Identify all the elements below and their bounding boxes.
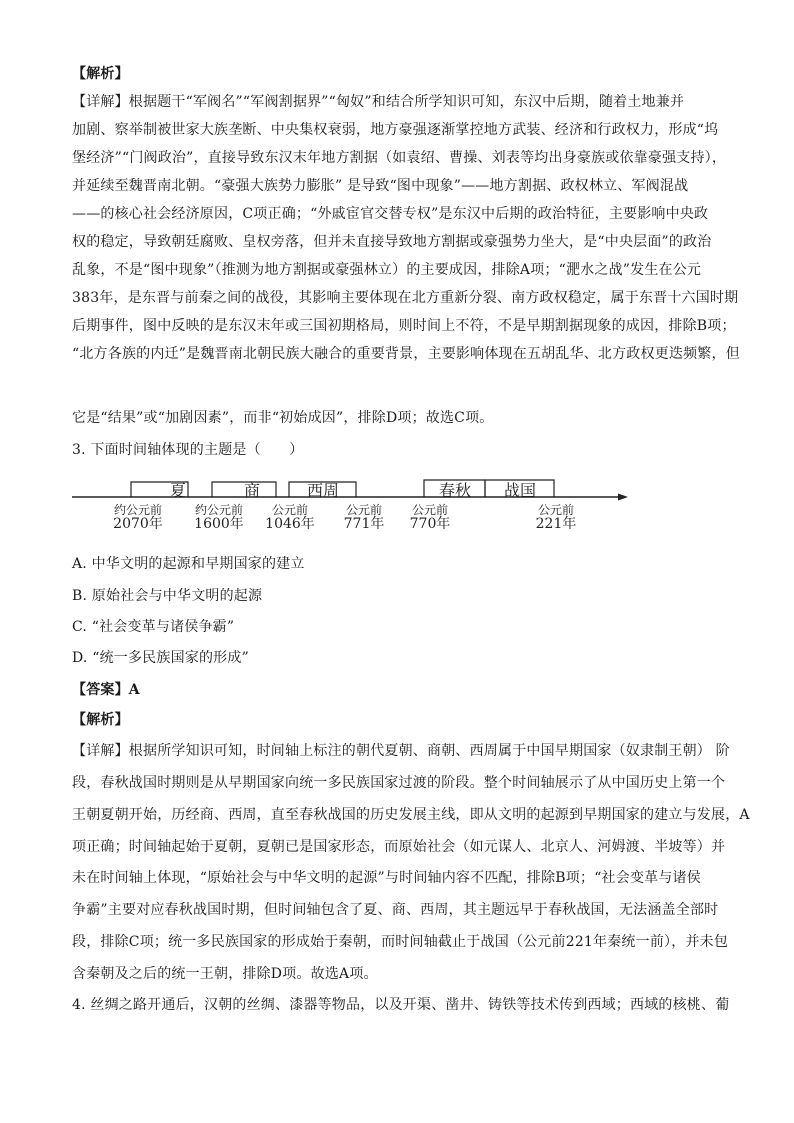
era-warring-states: 战国 <box>503 481 536 500</box>
text-line: 3. 下面时间轴体现的主题是（ ） <box>72 442 304 458</box>
text-line: B. 原始社会与中华文明的起源 <box>72 588 263 604</box>
tick-year: 221年 <box>535 516 577 532</box>
tick-year: 771年 <box>343 516 385 532</box>
text-line: 项正确；时间轴起始于夏朝，夏朝已是国家形态，而原始社会（如元谋人、北京人、河姆渡、半坡等）并 <box>72 839 726 855</box>
era-shang: 商 <box>243 481 260 500</box>
text-line: 并延续至魏晋南北朝。“豪强大族势力膨胀” 是导致“图中现象”——地方割据、政权林立、军阀混战 <box>72 178 689 194</box>
tick-prefix: 公元前 <box>271 503 308 517</box>
text-line: ——的核心社会经济原因，C项正确；“外戚宦官交替专权”是东汉中后期的政治特征，主要影响中央政 <box>72 206 709 222</box>
tick-prefix: 公元前 <box>411 503 448 517</box>
section-heading: 【解析】 <box>72 712 129 728</box>
text-line: 含秦朝及之后的统一王朝，排除D项。故选A项。 <box>72 966 378 982</box>
text-line: 段，排除C项；统一多民族国家的形成始于秦朝，而时间轴截止于战国（公元前221年秦统一前），并未包 <box>72 934 729 950</box>
text-line: D. “统一多民族国家的形成” <box>72 650 249 666</box>
timeline-tick <box>262 503 318 531</box>
text-line: 【详解】根据题干“军阀名”“军阀割据界”“匈奴”和结合所学知识可知，东汉中后期，随着土地兼并 <box>72 94 685 110</box>
text-line: “北方各族的内迁”是魏晋南北朝民族大融合的重要背景，主要影响体现在五胡乱华、北方政权更迭频繁，但 <box>72 346 740 362</box>
text-line: 堡经济”“门阀政治”，直接导致东汉末年地方割据（如袁绍、曹操、刘表等均出身豪族或依靠豪强支持）， <box>72 150 727 166</box>
text-line: C. “社会变革与诸侯争霸” <box>72 619 235 635</box>
tick-year: 2070年 <box>113 516 163 532</box>
tick-year: 1600年 <box>194 516 244 532</box>
section-heading: 【答案】A <box>72 682 140 698</box>
text-line: 加剧、察举制被世家大族垄断、中央集权衰弱，地方豪强逐渐掌控地方武装、经济和行政权力，形成“坞 <box>72 122 719 138</box>
timeline-tick <box>336 503 392 531</box>
era-spring-autumn: 春秋 <box>438 481 471 500</box>
text-line: 权的稳定，导致朝廷腐败、皇权旁落，但并未直接导致地方割据或豪强势力坐大，是“中央层面”的政治 <box>72 234 712 250</box>
text-line: 【详解】根据所学知识可知，时间轴上标注的朝代夏朝、商朝、西周属于中国早期国家（奴隶制王朝） 阶 <box>72 743 730 759</box>
timeline-tick <box>108 503 168 531</box>
text-line: 乱象，不是“图中现象”（推测为地方割据或豪强林立）的主要成因，排除A项；“淝水之战”发生在公元 <box>72 262 702 278</box>
timeline-tick <box>189 503 249 531</box>
tick-prefix: 约公元前 <box>194 503 243 517</box>
era-xia: 夏 <box>169 481 186 500</box>
tick-year: 770年 <box>409 516 451 532</box>
text-line: 它是“结果”或“加剧因素”，而非“初始成因”，排除D项；故选C项。 <box>72 410 494 426</box>
text-line: 未在时间轴上体现，“原始社会与中华文明的起源”与时间轴内容不匹配，排除B项；“社会变革与诸侯 <box>72 870 701 886</box>
text-line: 段，春秋战国时期则是从早期国家向统一多民族国家过渡的阶段。整个时间轴展示了从中国历史上第一个 <box>72 775 726 791</box>
text-line: 4. 丝绸之路开通后，汉朝的丝绸、漆器等物品，以及开渠、凿井、铸铁等技术传到西域；西域的核桃、葡 <box>72 997 730 1013</box>
text-line: 383年，是东晋与前秦之间的战役，其影响主要体现在北方重新分裂、南方政权稳定，属于东晋十六国时期 <box>72 290 739 306</box>
text-line: 王朝夏朝开始，历经商、西周，直至春秋战国的历史发展主线，即从文明的起源到早期国家的建立与发展，A <box>72 807 750 823</box>
section-heading: 【解析】 <box>72 66 129 82</box>
tick-prefix: 公元前 <box>345 503 382 517</box>
tick-year: 1046年 <box>265 516 315 532</box>
text-line: 后期事件，图中反映的是东汉末年或三国初期格局，则时间上不符，不是早期割据现象的成因，排除B项； <box>72 318 736 334</box>
text-line: A. 中华文明的起源和早期国家的建立 <box>72 556 305 572</box>
history-timeline <box>72 470 632 544</box>
timeline-tick <box>528 503 584 531</box>
era-western-zhou: 西周 <box>306 481 339 500</box>
timeline-tick <box>402 503 458 531</box>
tick-prefix: 约公元前 <box>113 503 162 517</box>
text-line: 争霸”主要对应春秋战国时期，但时间轴包含了夏、商、西周，其主题远早于春秋战国，无法涵盖全部时 <box>72 902 719 918</box>
tick-prefix: 公元前 <box>537 503 574 517</box>
